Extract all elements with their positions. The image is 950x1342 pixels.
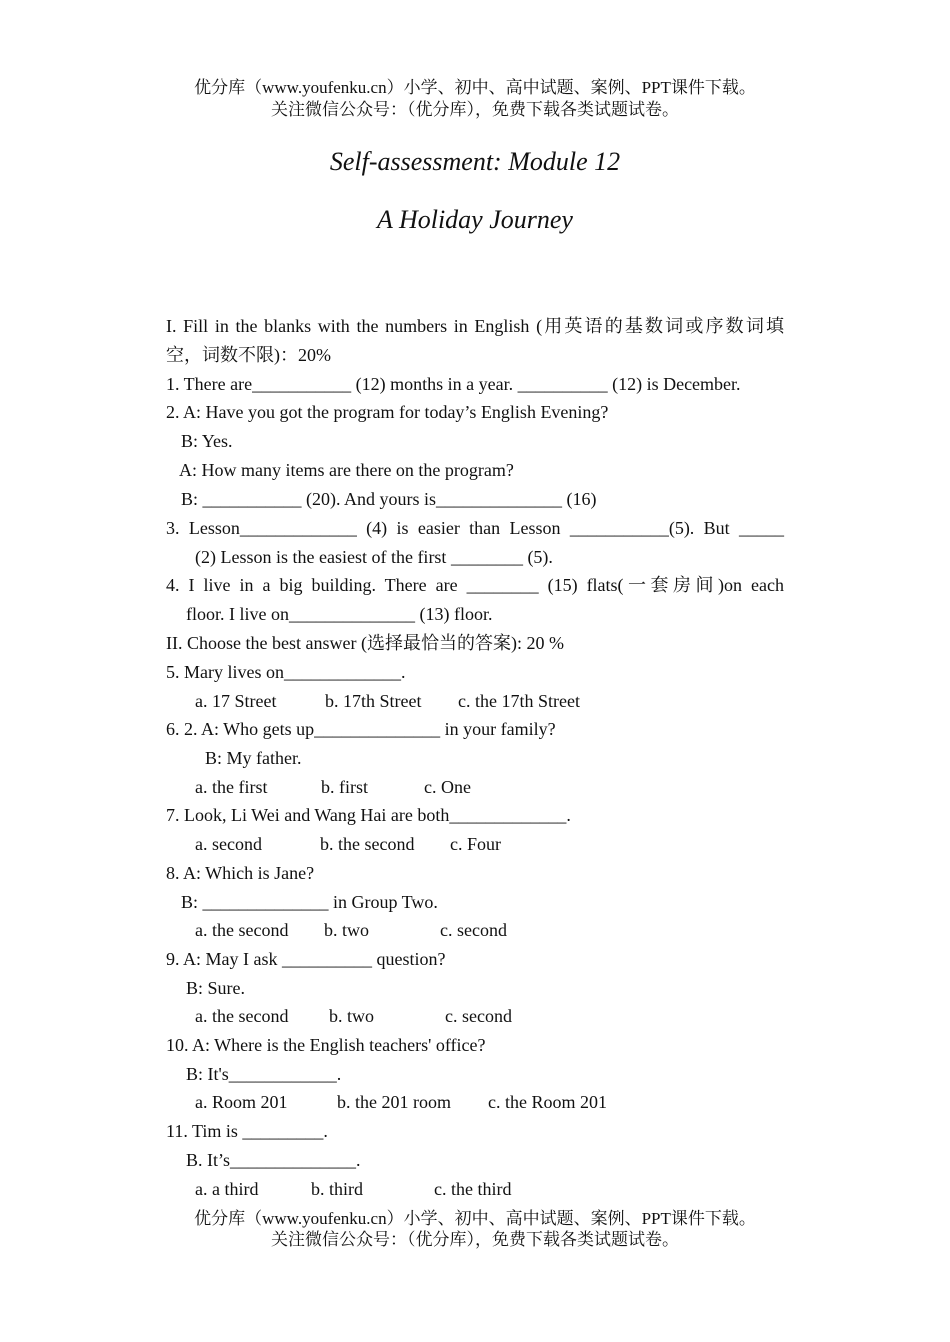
page-subtitle: A Holiday Journey — [377, 205, 573, 234]
question-6-option-c: c. One — [424, 777, 471, 797]
header-line-1: 优分库（www.youfenku.cn）小学、初中、高中试题、案例、PPT课件下载。 — [194, 78, 756, 97]
section2-heading: II. Choose the best answer (选择最恰当的答案): 20 % — [166, 633, 564, 653]
question-7-option-b: b. the second — [320, 834, 415, 854]
question-5-stem: 5. Mary lives on_____________. — [166, 662, 406, 682]
question-11-reply: B. It’s______________. — [186, 1150, 361, 1170]
question-10-reply: B: It's____________. — [186, 1064, 342, 1084]
question-2-line-c: A: How many items are there on the program? — [179, 460, 514, 480]
question-8-option-c: c. second — [440, 920, 507, 940]
question-10-stem: 10. A: Where is the English teachers' office? — [166, 1035, 486, 1055]
question-3-line-a: 3. Lesson_____________ (4) is easier than Lesson ___________(5). But _____ — [166, 518, 784, 538]
question-11-option-b: b. third — [311, 1179, 363, 1199]
question-11-stem: 11. Tim is _________. — [166, 1121, 328, 1141]
section1-heading-cont: 空，词数不限)：20% — [166, 345, 331, 365]
question-7-stem: 7. Look, Li Wei and Wang Hai are both_____________. — [166, 805, 571, 825]
question-7-option-a: a. second — [195, 834, 262, 854]
footer-line-2: 关注微信公众号：（优分库），免费下载各类试题试卷。 — [271, 1230, 679, 1249]
question-8-option-b: b. two — [324, 920, 369, 940]
question-10-option-c: c. the Room 201 — [488, 1092, 607, 1112]
question-10-option-b: b. the 201 room — [337, 1092, 451, 1112]
question-2-stem: 2. A: Have you got the program for today’s English Evening? — [166, 402, 609, 422]
question-4-line-a: 4. I live in a big building. There are ________ (15) flats(一套房间)on each — [166, 575, 784, 595]
header-line-2: 关注微信公众号：（优分库），免费下载各类试题试卷。 — [271, 100, 679, 119]
question-7-option-c: c. Four — [450, 834, 501, 854]
page-title: Self-assessment: Module 12 — [329, 147, 621, 176]
footer-line-1: 优分库（www.youfenku.cn）小学、初中、高中试题、案例、PPT课件下载。 — [194, 1209, 756, 1228]
question-3-line-b: (2) Lesson is the easiest of the first ________ (5). — [195, 547, 553, 567]
question-8-reply: B: ______________ in Group Two. — [181, 892, 438, 912]
question-11-option-a: a. a third — [195, 1179, 259, 1199]
question-6-option-a: a. the first — [195, 777, 268, 797]
question-6-reply: B: My father. — [205, 748, 302, 768]
question-2-line-b: B: Yes. — [181, 431, 233, 451]
question-10-option-a: a. Room 201 — [195, 1092, 288, 1112]
question-8-stem: 8. A: Which is Jane? — [166, 863, 315, 883]
question-9-reply: B: Sure. — [186, 978, 246, 998]
question-11-option-c: c. the third — [434, 1179, 512, 1199]
question-5-option-b: b. 17th Street — [325, 691, 422, 711]
question-9-option-b: b. two — [329, 1006, 374, 1026]
question-6-stem: 6. 2. A: Who gets up______________ in your family? — [166, 719, 556, 739]
question-6-option-b: b. first — [321, 777, 368, 797]
question-9-option-a: a. the second — [195, 1006, 289, 1026]
question-2-line-d: B: ___________ (20). And yours is______________ (16) — [181, 489, 597, 509]
question-5-option-c: c. the 17th Street — [458, 691, 580, 711]
question-9-stem: 9. A: May I ask __________ question? — [166, 949, 446, 969]
question-5-option-a: a. 17 Street — [195, 691, 277, 711]
question-9-option-c: c. second — [445, 1006, 512, 1026]
question-8-option-a: a. the second — [195, 920, 289, 940]
question-1: 1. There are___________ (12) months in a year. __________ (12) is December. — [166, 374, 741, 394]
question-4-line-b: floor. I live on______________ (13) floor. — [186, 604, 493, 624]
section1-heading: I. Fill in the blanks with the numbers in English (用英语的基数词或序数词填 — [166, 316, 784, 336]
